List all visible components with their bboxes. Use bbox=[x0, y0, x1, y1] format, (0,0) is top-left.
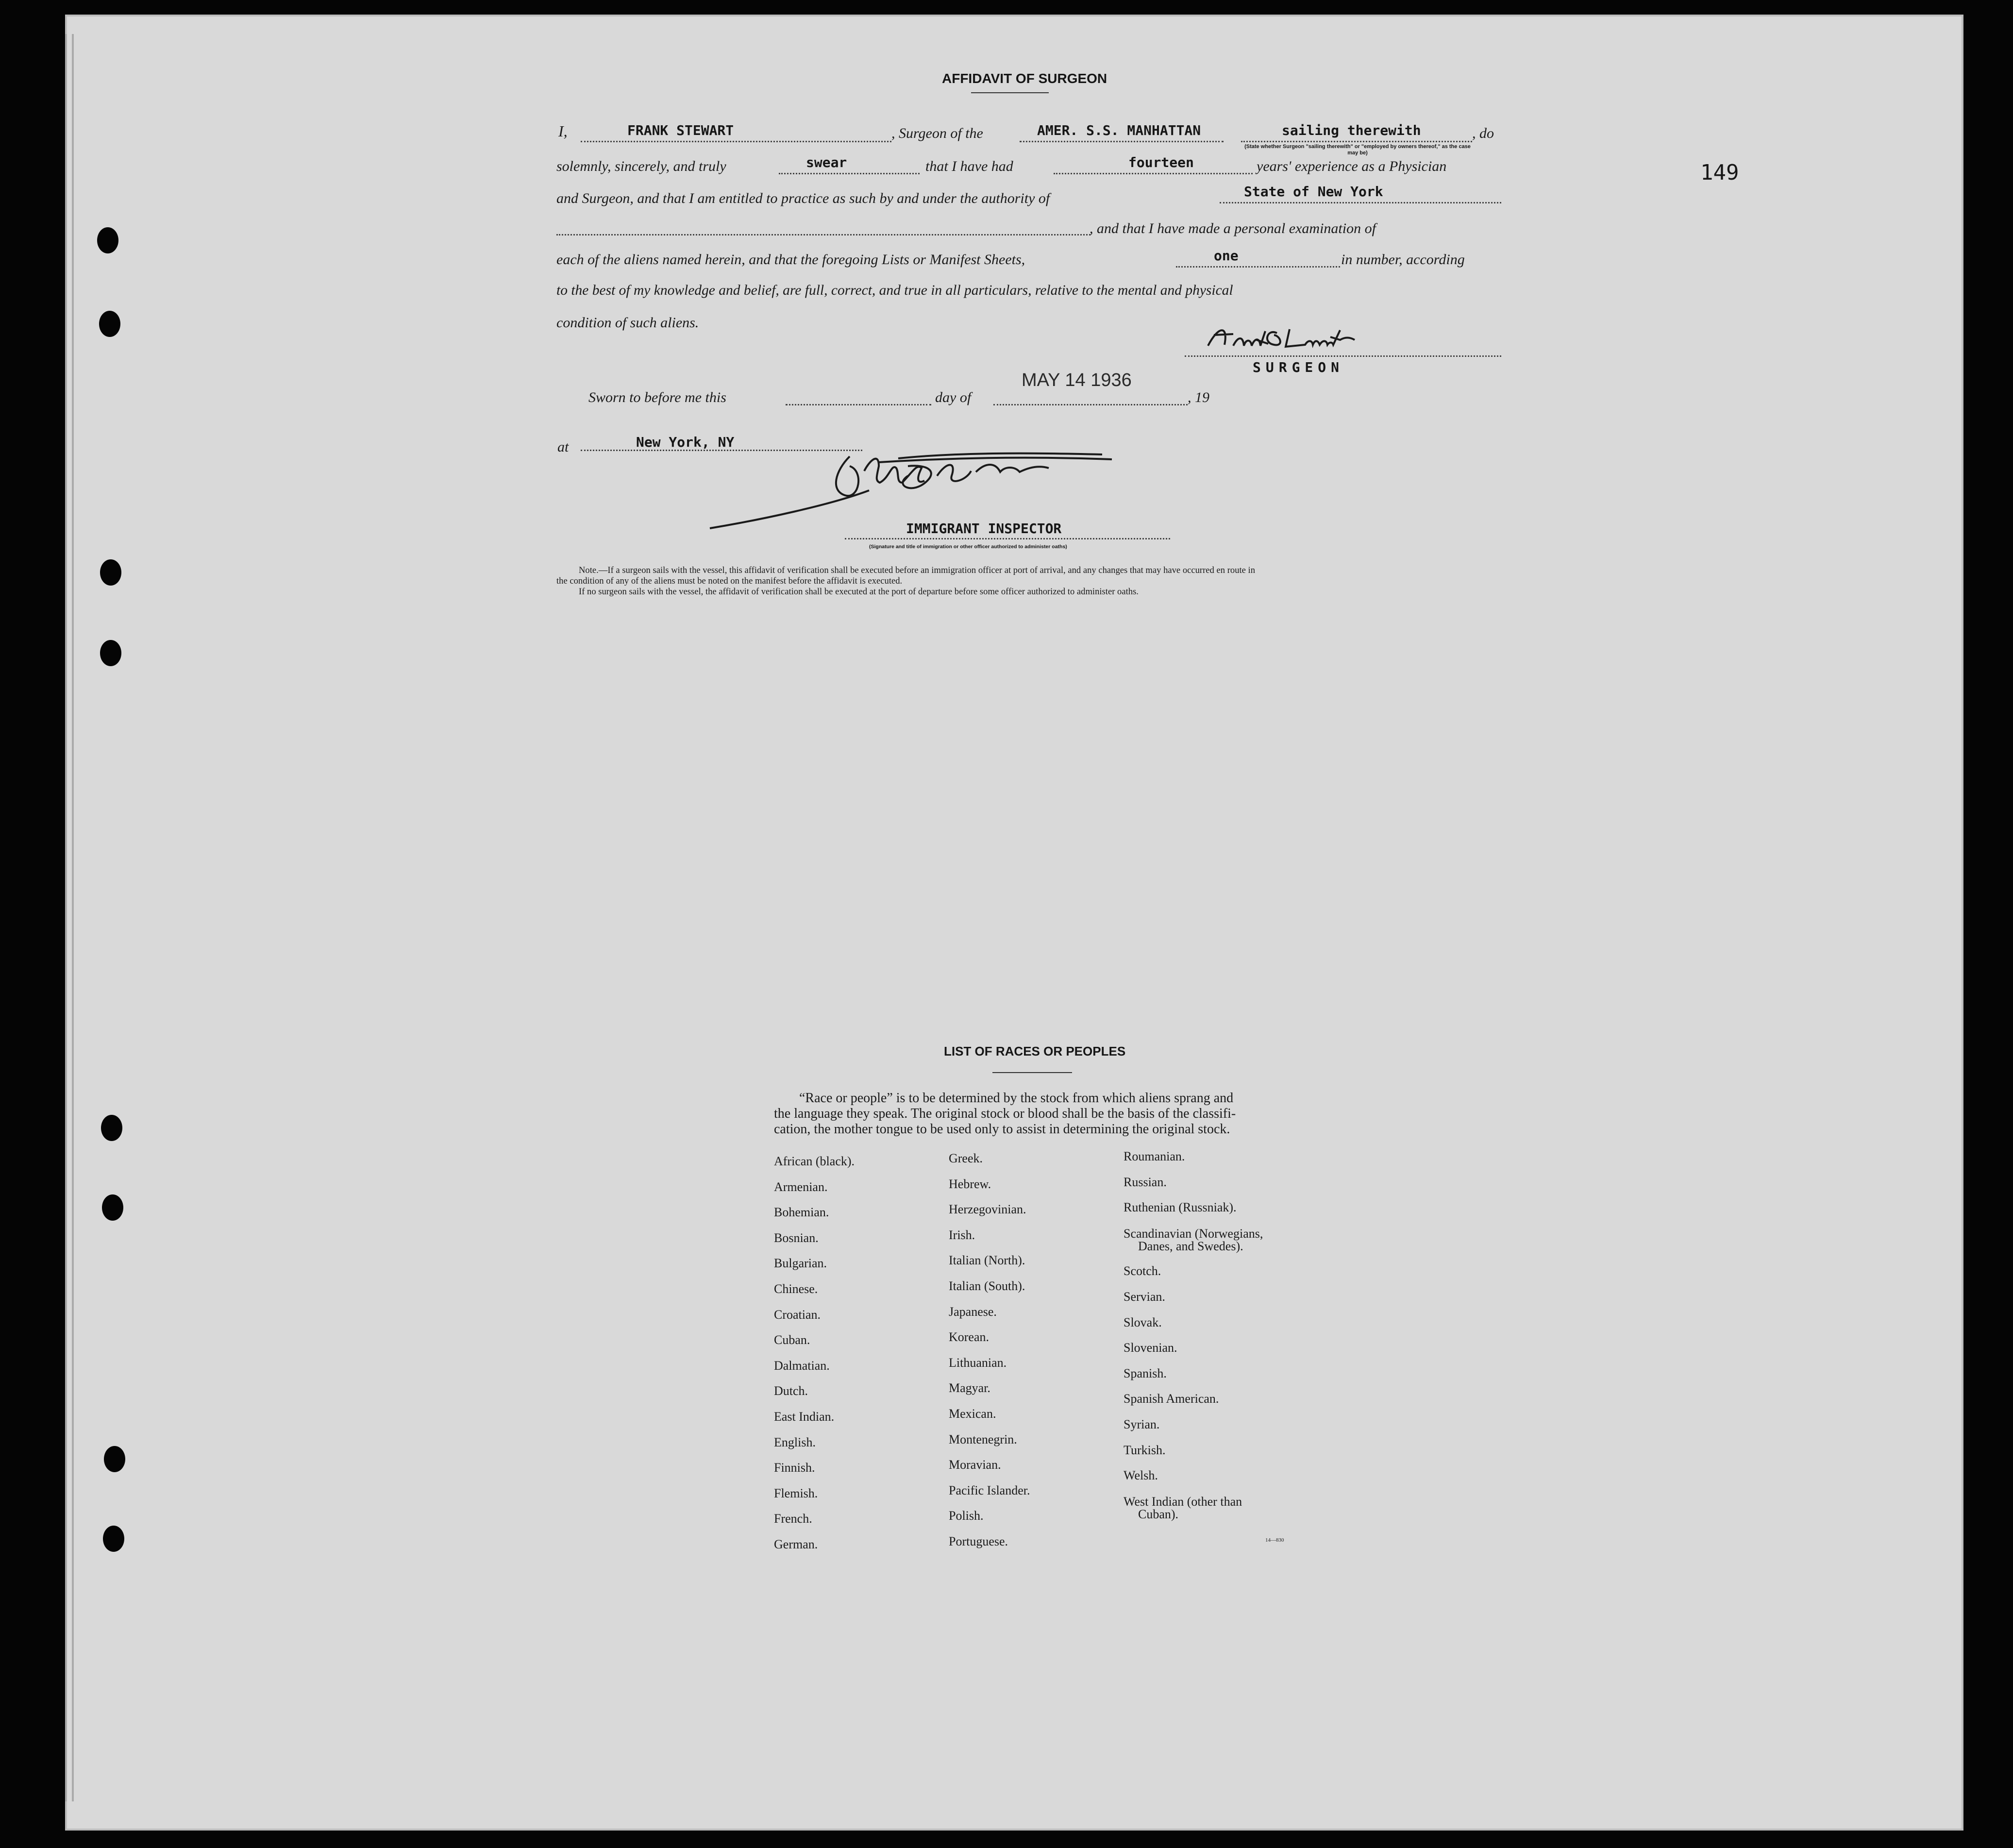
inspector-caption: (Signature and title of immigration or other officer authorized to administer oaths) bbox=[869, 544, 1067, 550]
note-line-2: the condition of any of the aliens must be noted on the manifest before the affidavit is executed. bbox=[556, 576, 903, 586]
sheets-line bbox=[1176, 266, 1340, 268]
race-item: Turkish. bbox=[1124, 1443, 1166, 1457]
surgeon-signature bbox=[1199, 316, 1432, 359]
page-number: 149 bbox=[1700, 160, 1739, 185]
text-condition: condition of such aliens. bbox=[556, 315, 699, 331]
race-item: East Indian. bbox=[774, 1409, 835, 1424]
oath-line bbox=[779, 173, 920, 174]
text-years-experience: years' experience as a Physician bbox=[1257, 158, 1447, 174]
race-item: Slovenian. bbox=[1124, 1341, 1177, 1355]
race-item: Irish. bbox=[949, 1227, 975, 1242]
race-item: Scandinavian (Norwegians, bbox=[1124, 1226, 1263, 1241]
affidavit-title: AFFIDAVIT OF SURGEON bbox=[942, 71, 1107, 86]
race-item: Spanish. bbox=[1124, 1366, 1167, 1380]
years-line bbox=[1054, 173, 1253, 174]
surgeon-name: FRANK STEWART bbox=[627, 122, 734, 138]
sworn-day-line bbox=[786, 404, 931, 405]
note-line-1: Note.—If a surgeon sails with the vessel, this affidavit of verification shall be executed before an immigration officer at port of arrival, and any changes that may have occurred en route in bbox=[579, 565, 1256, 575]
punch-hole bbox=[101, 1115, 122, 1141]
race-item: Dutch. bbox=[774, 1384, 808, 1398]
race-item: French. bbox=[774, 1512, 812, 1526]
sailing-note: (State whether Surgeon "sailing therewith" or "employed by owners thereof," as the case may be) bbox=[1244, 144, 1471, 156]
race-item: Bohemian. bbox=[774, 1205, 829, 1220]
race-item: German. bbox=[774, 1537, 818, 1551]
race-item: African (black). bbox=[774, 1154, 855, 1168]
page-edge bbox=[72, 34, 74, 1801]
text-each-of-the-aliens: each of the aliens named herein, and that the foregoing Lists or Manifest Sheets, bbox=[556, 252, 1025, 268]
race-item: Cuban. bbox=[774, 1333, 810, 1347]
inspector-title: IMMIGRANT INSPECTOR bbox=[906, 521, 1062, 537]
race-item: English. bbox=[774, 1435, 816, 1449]
race-item: Welsh. bbox=[1124, 1468, 1158, 1483]
punch-hole bbox=[100, 559, 121, 586]
signature-line bbox=[1185, 355, 1501, 357]
surgeon-label: SURGEON bbox=[1253, 359, 1344, 375]
text-year-prefix: , 19 bbox=[1188, 389, 1209, 405]
race-item: Scotch. bbox=[1124, 1264, 1161, 1278]
text-sworn: Sworn to before me this bbox=[588, 389, 726, 405]
races-intro-3: cation, the mother tongue to be used only to assist in determining the original stock. bbox=[774, 1122, 1230, 1137]
authority-value: State of New York bbox=[1244, 184, 1383, 200]
race-item: Greek. bbox=[949, 1151, 983, 1165]
punch-hole bbox=[104, 1446, 125, 1472]
race-item: Ruthenian (Russniak). bbox=[1124, 1200, 1237, 1215]
place-value: New York, NY bbox=[636, 434, 735, 450]
race-item: Hebrew. bbox=[949, 1176, 991, 1191]
race-item: Flemish. bbox=[774, 1486, 818, 1500]
race-item: Cuban). bbox=[1138, 1507, 1179, 1522]
text-in-number: in number, according bbox=[1341, 252, 1465, 268]
race-item: Polish. bbox=[949, 1509, 984, 1523]
race-item: Lithuanian. bbox=[949, 1355, 1007, 1370]
note-line-3: If no surgeon sails with the vessel, the affidavit of verification shall be executed at the port of departure before some officer authorized to administer oaths. bbox=[579, 587, 1139, 597]
form-code: 14—830 bbox=[1265, 1537, 1284, 1543]
race-item: Dalmatian. bbox=[774, 1358, 830, 1373]
race-item: Italian (North). bbox=[949, 1253, 1025, 1268]
text-and-surgeon: and Surgeon, and that I am entitled to practice as such by and under the authority of bbox=[556, 190, 1050, 206]
text-do: , do bbox=[1472, 125, 1494, 141]
sheets-value: one bbox=[1214, 248, 1239, 264]
text-at: at bbox=[557, 439, 569, 455]
text-day-of: day of bbox=[935, 389, 972, 405]
races-title: LIST OF RACES OR PEOPLES bbox=[944, 1044, 1126, 1058]
race-item: Russian. bbox=[1124, 1175, 1167, 1189]
date-stamp: MAY 14 1936 bbox=[1022, 370, 1132, 390]
sworn-month-line bbox=[993, 404, 1188, 405]
vessel-name: AMER. S.S. MANHATTAN bbox=[1037, 122, 1201, 138]
race-item: Portuguese. bbox=[949, 1534, 1008, 1548]
race-item: Servian. bbox=[1124, 1289, 1165, 1304]
race-item: Mexican. bbox=[949, 1406, 996, 1421]
race-item: Bulgarian. bbox=[774, 1256, 827, 1271]
text-solemnly: solemnly, sincerely, and truly bbox=[556, 158, 726, 174]
text-to-the-best: to the best of my knowledge and belief, are full, correct, and true in all particulars, relative to the mental and physical bbox=[556, 283, 1233, 298]
punch-hole bbox=[99, 311, 120, 337]
race-item: Syrian. bbox=[1124, 1417, 1160, 1431]
punch-hole bbox=[103, 1526, 124, 1552]
text-that-i-have-had: that I have had bbox=[925, 158, 1013, 174]
sailing-status: sailing therewith bbox=[1282, 122, 1421, 138]
punch-hole bbox=[97, 227, 118, 253]
race-item: Magyar. bbox=[949, 1381, 990, 1395]
race-item: Roumanian. bbox=[1124, 1149, 1185, 1163]
race-item: Bosnian. bbox=[774, 1230, 819, 1245]
race-item: Japanese. bbox=[949, 1304, 997, 1319]
race-item: Montenegrin. bbox=[949, 1432, 1017, 1446]
race-item: Armenian. bbox=[774, 1179, 828, 1194]
text-surgeon-of-the: , Surgeon of the bbox=[891, 125, 983, 141]
title-rule bbox=[971, 92, 1049, 93]
punch-hole bbox=[100, 640, 121, 666]
inspector-line bbox=[845, 538, 1170, 539]
vessel-line bbox=[1020, 141, 1224, 142]
race-item: Moravian. bbox=[949, 1458, 1001, 1472]
page-edge bbox=[65, 34, 67, 1801]
race-item: Korean. bbox=[949, 1330, 990, 1344]
races-intro-2: the language they speak. The original stock or blood shall be the basis of the classifi- bbox=[774, 1106, 1236, 1121]
races-intro-1: “Race or people” is to be determined by the stock from which aliens sprang and bbox=[799, 1091, 1234, 1106]
races-column-2 bbox=[949, 1146, 1030, 1555]
race-item: Finnish. bbox=[774, 1461, 815, 1475]
race-item: Pacific Islander. bbox=[949, 1483, 1030, 1497]
authority-continuation-line bbox=[556, 234, 1090, 235]
race-item: Slovak. bbox=[1124, 1315, 1162, 1329]
races-title-rule bbox=[992, 1072, 1072, 1073]
races-column-3 bbox=[1124, 1144, 1263, 1521]
race-item: Chinese. bbox=[774, 1281, 818, 1296]
race-item: Spanish American. bbox=[1124, 1392, 1219, 1406]
status-line bbox=[1241, 141, 1472, 142]
authority-line bbox=[1220, 202, 1501, 203]
years-value: fourteen bbox=[1128, 154, 1194, 170]
name-line bbox=[581, 141, 891, 142]
text-personal-examination: , and that I have made a personal examination of bbox=[1090, 220, 1376, 236]
race-item: Croatian. bbox=[774, 1307, 821, 1322]
text-i: I, bbox=[558, 122, 568, 140]
punch-hole bbox=[102, 1194, 123, 1221]
race-item: Italian (South). bbox=[949, 1278, 1025, 1293]
races-column-1 bbox=[774, 1149, 855, 1558]
race-item: Danes, and Swedes). bbox=[1138, 1239, 1243, 1254]
oath-word: swear bbox=[806, 154, 847, 170]
race-item: Herzegovinian. bbox=[949, 1202, 1026, 1217]
race-item: West Indian (other than bbox=[1124, 1494, 1242, 1509]
